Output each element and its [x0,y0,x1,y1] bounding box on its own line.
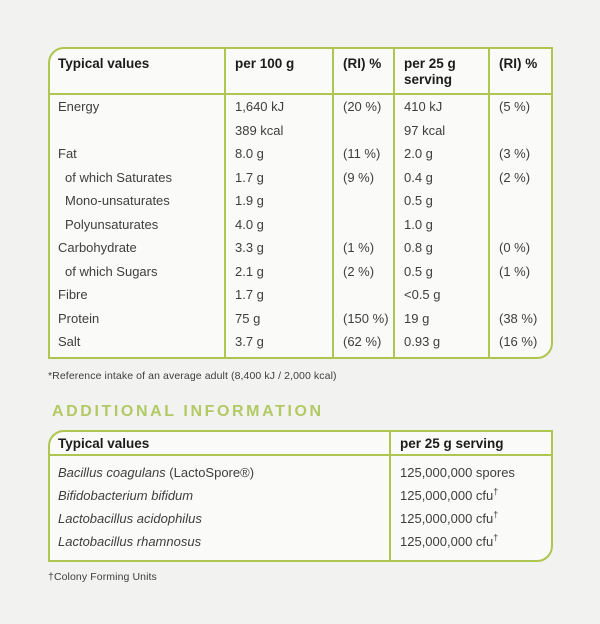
table-spacer [50,354,224,357]
ri-25g-percent: (1 %) [488,260,551,284]
ri-100g-percent [332,119,393,143]
ri-100g-percent: (62 %) [332,330,393,354]
ri-25g-percent [488,283,551,307]
serving-value: 125,000,000 cfu [400,533,494,549]
per-25g-value: 0.5 g [393,189,488,213]
probiotics-table [48,430,553,562]
table-spacer [50,553,389,560]
organism-latin-name: Bacillus coagulans [58,464,166,480]
nutrient-label [50,119,224,143]
organism-latin-name: Lactobacillus rhamnosus [58,533,202,549]
table-spacer [393,354,488,357]
per-25g-value: 0.5 g [393,260,488,284]
ri-100g-percent: (11 %) [332,142,393,166]
per-100g-value: 1.7 g [224,283,332,307]
per-25g-value: 0.4 g [393,166,488,190]
serving-value-cell [389,507,551,530]
ri-25g-percent: (2 %) [488,166,551,190]
ri-100g-percent: (9 %) [332,166,393,190]
nutrient-label: Polyunsaturates [65,216,159,232]
ri-100g-percent: (20 %) [332,95,393,119]
per-100g-value: 75 g [224,307,332,331]
ri-25g-percent [488,119,551,143]
header-per-25g-serving: per 25 g serving [393,49,488,95]
nutrient-label: Fat [58,146,77,161]
serving-value: 125,000,000 cfu [400,487,494,503]
organism-cell [50,530,389,553]
serving-value-cell [389,484,551,507]
nutrition-facts-table [48,47,553,359]
ri-100g-percent [332,283,393,307]
dagger-superscript: † [493,509,499,520]
nutrient-label: Salt [58,334,81,349]
per-25g-value: 0.8 g [393,236,488,260]
header-per-25g-serving-2: per 25 g serving [389,432,551,456]
nutrient-label: Mono-unsaturates [65,193,170,208]
ri-100g-percent: (1 %) [332,236,393,260]
per-25g-value: <0.5 g [393,283,488,307]
organism-latin-name: Bifidobacterium bifidum [58,487,194,503]
per-100g-value: 1.9 g [224,189,332,213]
per-100g-value: 8.0 g [224,142,332,166]
nutrient-label: Fibre [58,287,88,302]
per-100g-value: 3.7 g [224,330,332,354]
table-spacer [332,354,393,357]
serving-value-cell [389,461,551,484]
ri-25g-percent: (16 %) [488,330,551,354]
organism-cell [50,507,389,530]
ri-25g-percent [488,189,551,213]
per-100g-value: 2.1 g [224,260,332,284]
additional-information-heading: ADDITIONAL INFORMATION [52,402,324,420]
per-25g-value: 1.0 g [393,213,488,237]
nutrient-label: of which Sugars [65,263,158,279]
ri-25g-percent: (3 %) [488,142,551,166]
table-spacer [389,553,551,560]
per-25g-value: 410 kJ [393,95,488,119]
table-spacer [224,354,332,357]
serving-value: 125,000,000 spores [400,464,515,480]
per-25g-value: 2.0 g [393,142,488,166]
serving-value-cell [389,530,551,553]
serving-value: 125,000,000 cfu [400,510,494,526]
ri-25g-percent: (5 %) [488,95,551,119]
header-typical-values: Typical values [50,49,224,95]
header-typical-values-2: Typical values [50,432,389,456]
per-100g-value: 3.3 g [224,236,332,260]
per-25g-value: 19 g [393,307,488,331]
ri-100g-percent [332,189,393,213]
table-spacer [488,354,551,357]
ri-25g-percent [488,213,551,237]
per-100g-value: 1.7 g [224,166,332,190]
header-ri-percent-100g: (RI) % [332,49,393,95]
per-25g-value: 97 kcal [393,119,488,143]
per-100g-value: 4.0 g [224,213,332,237]
organism-cell [50,484,389,507]
per-100g-value: 389 kcal [224,119,332,143]
per-25g-value: 0.93 g [393,330,488,354]
ri-100g-percent: (2 %) [332,260,393,284]
nutrient-label: Protein [58,310,100,326]
ri-100g-percent [332,213,393,237]
organism-latin-name: Lactobacillus acidophilus [58,510,202,526]
reference-intake-footnote: *Reference intake of an average adult (8,400 kJ / 2,000 kcal) [48,369,337,382]
ri-25g-percent: (0 %) [488,236,551,260]
header-ri-percent-25g: (RI) % [488,49,551,95]
nutrient-label: of which Saturates [65,169,172,185]
ri-25g-percent: (38 %) [488,307,551,331]
per-100g-value: 1,640 kJ [224,95,332,119]
header-per-100g: per 100 g [224,49,332,95]
dagger-superscript: † [493,486,499,497]
organism-trade-name: (LactoSpore®) [165,464,255,480]
organism-cell [50,461,389,484]
nutrient-label: Carbohydrate [58,240,137,255]
nutrient-label: Energy [58,99,100,114]
ri-100g-percent: (150 %) [332,307,393,331]
cfu-footnote: †Colony Forming Units [48,570,157,583]
dagger-superscript: † [493,532,499,543]
